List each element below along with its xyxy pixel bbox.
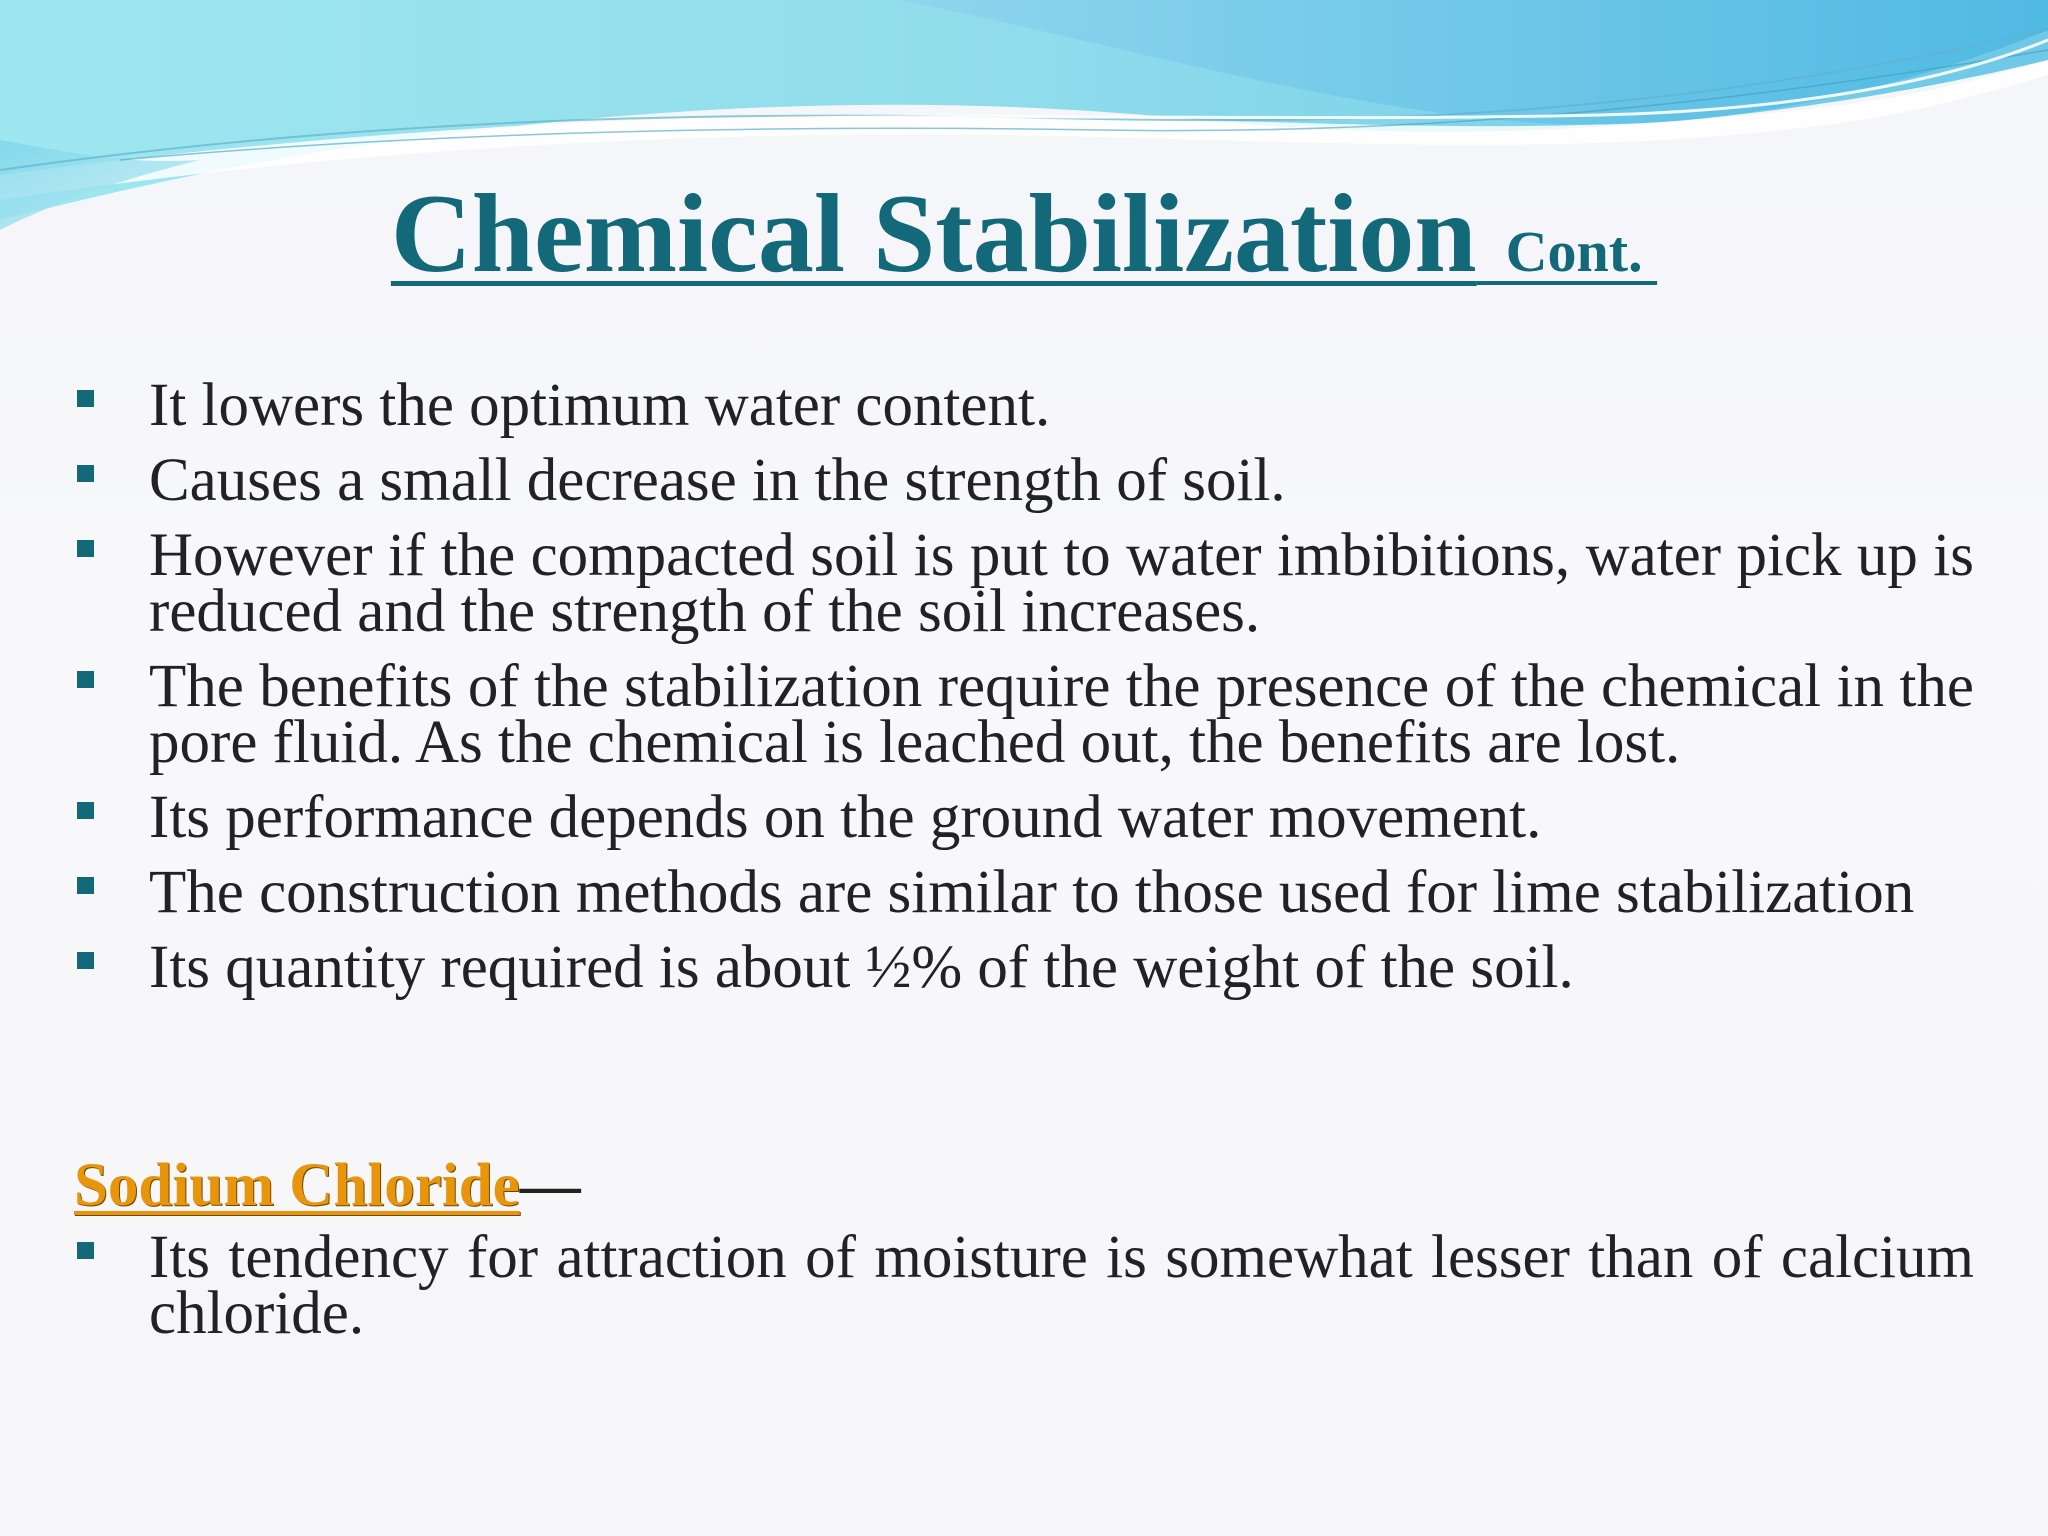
square-bullet-icon bbox=[77, 540, 94, 557]
bullet-text: However if the compacted soil is put to water imbibitions, water pick up is reduced and the strength of the soil increases. bbox=[149, 522, 1974, 645]
square-bullet-icon bbox=[77, 465, 94, 482]
bullet-text: Its tendency for attraction of moisture is somewhat lesser than of calcium chloride. bbox=[149, 1224, 1974, 1347]
square-bullet-icon bbox=[77, 390, 94, 407]
bullet-list bbox=[0, 372, 2048, 1015]
bullet-item bbox=[149, 1224, 1974, 1347]
title-main: Chemical Stabilization bbox=[390, 172, 1477, 296]
square-bullet-icon bbox=[77, 671, 94, 688]
square-bullet-icon bbox=[77, 1242, 94, 1259]
square-bullet-icon bbox=[77, 952, 94, 969]
sodium-bullet-list bbox=[0, 1224, 2048, 1361]
bullet-item bbox=[149, 653, 1974, 776]
bullet-item bbox=[149, 934, 1974, 1001]
slide-title bbox=[0, 172, 2048, 296]
title-suffix: Cont. bbox=[1476, 219, 1658, 284]
subheading-dash: — bbox=[519, 1152, 581, 1219]
bullet-text: Its quantity required is about ½% of the weight of the soil. bbox=[149, 934, 1574, 1001]
bullet-item bbox=[149, 372, 1974, 439]
bullet-item bbox=[149, 859, 1974, 926]
bullet-text: The benefits of the stabilization require the presence of the chemical in the pore fluid. As the chemical is leached out, the benefits are lost. bbox=[149, 653, 1974, 776]
bullet-item bbox=[149, 447, 1974, 514]
bullet-item bbox=[149, 522, 1974, 645]
square-bullet-icon bbox=[77, 802, 94, 819]
bullet-item bbox=[149, 784, 1974, 851]
bullet-text: Its performance depends on the ground water movement. bbox=[149, 784, 1542, 851]
sodium-chloride-heading bbox=[74, 1150, 581, 1222]
subheading-label: Sodium Chloride bbox=[74, 1152, 520, 1219]
bullet-text: Causes a small decrease in the strength of soil. bbox=[149, 447, 1286, 514]
square-bullet-icon bbox=[77, 877, 94, 894]
bullet-text: It lowers the optimum water content. bbox=[149, 372, 1051, 439]
bullet-text: The construction methods are similar to those used for lime stabilization bbox=[149, 859, 1915, 926]
